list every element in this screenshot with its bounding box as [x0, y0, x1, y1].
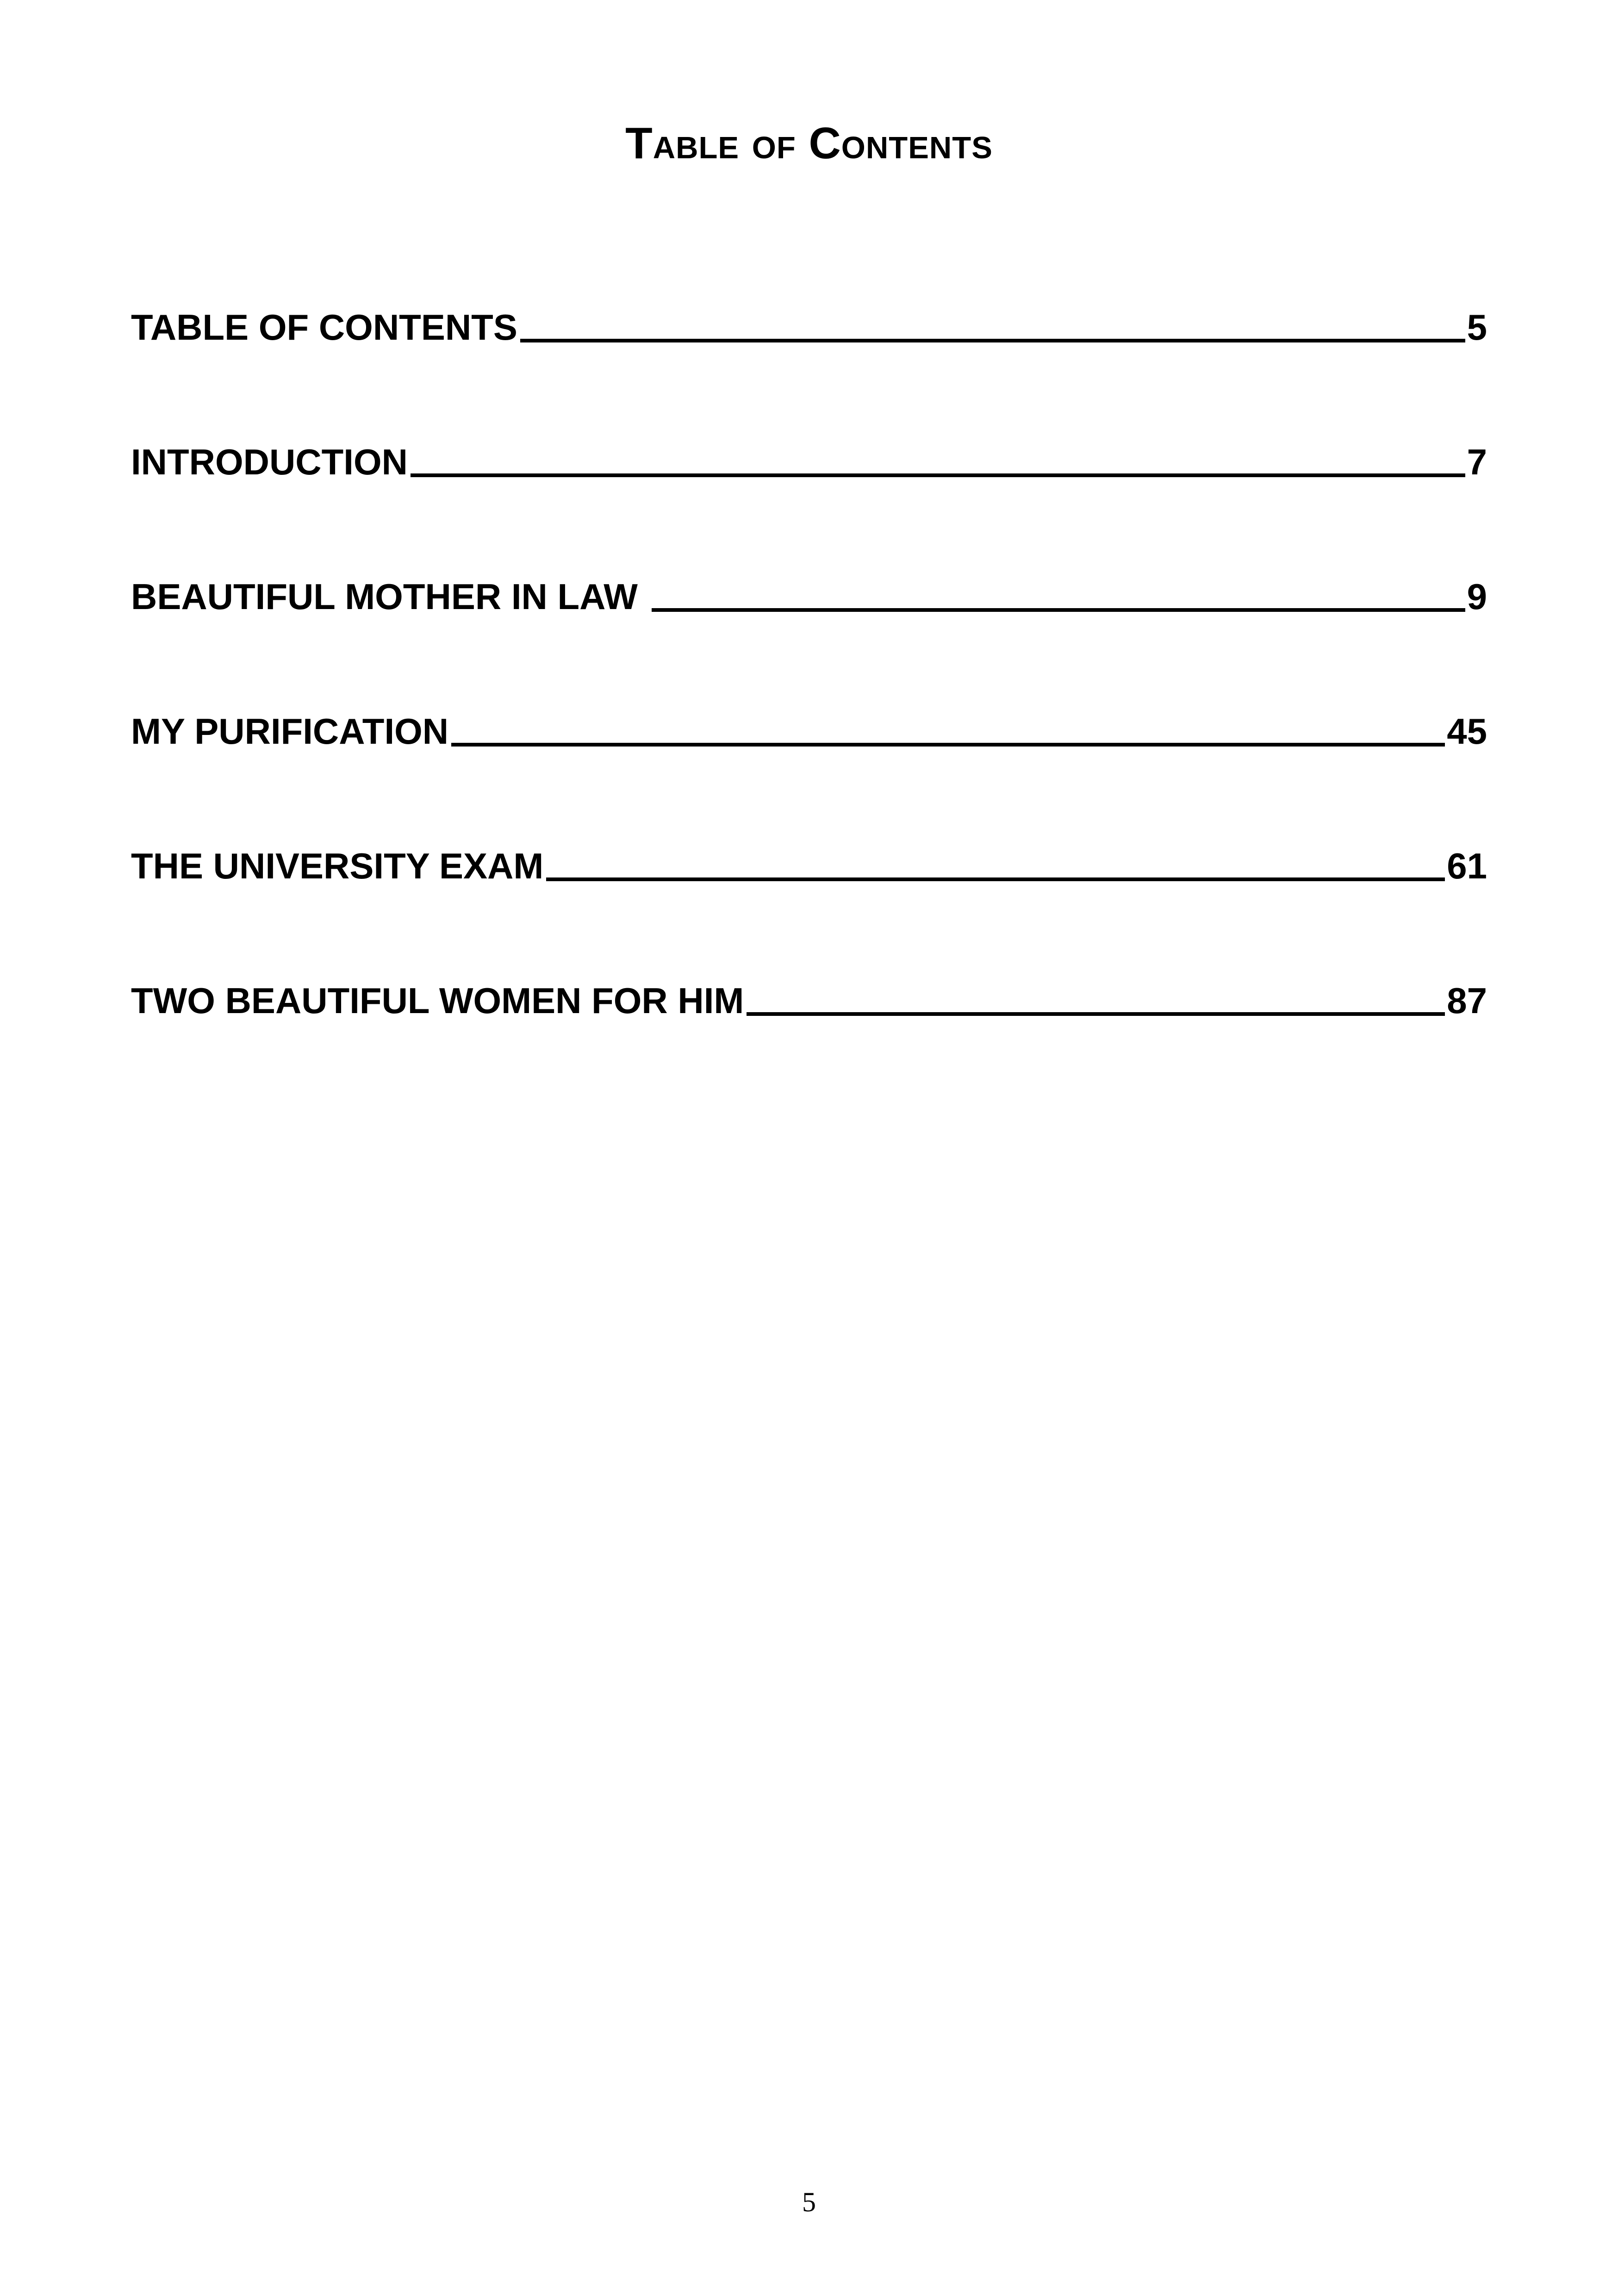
toc-entry-page: 61: [1447, 846, 1487, 886]
toc-leader-line: [520, 339, 1465, 342]
toc-entry[interactable]: [131, 305, 1487, 349]
toc-entry-label: BEAUTIFUL MOTHER IN LAW: [131, 576, 638, 617]
toc-leader-line: [546, 877, 1445, 881]
toc-entry-page: 87: [1447, 980, 1487, 1021]
toc-entry-label: TABLE OF CONTENTS: [131, 307, 517, 348]
toc-entry-label: TWO BEAUTIFUL WOMEN FOR HIM: [131, 980, 744, 1021]
toc-entry-label: THE UNIVERSITY EXAM: [131, 846, 544, 886]
toc-entry-page: 5: [1467, 307, 1487, 348]
toc-entry-page: 7: [1467, 442, 1487, 482]
toc-entry-page: 9: [1467, 576, 1487, 617]
page-title: Table of Contents: [625, 118, 993, 168]
toc-entry[interactable]: [131, 709, 1487, 753]
table-of-contents: [131, 305, 1487, 1022]
toc-entry[interactable]: [131, 979, 1487, 1022]
toc-entry-label: MY PURIFICATION: [131, 711, 449, 752]
toc-leader-line: [652, 608, 1465, 612]
footer-page-number: 5: [802, 2187, 816, 2217]
toc-leader-line: [411, 473, 1465, 477]
toc-entry-label: INTRODUCTION: [131, 442, 408, 482]
toc-leader-line: [451, 743, 1445, 747]
toc-entry[interactable]: [131, 844, 1487, 888]
toc-entry[interactable]: [131, 575, 1487, 618]
toc-leader-line: [747, 1012, 1445, 1016]
toc-entry-page: 45: [1447, 711, 1487, 752]
toc-entry[interactable]: [131, 440, 1487, 484]
